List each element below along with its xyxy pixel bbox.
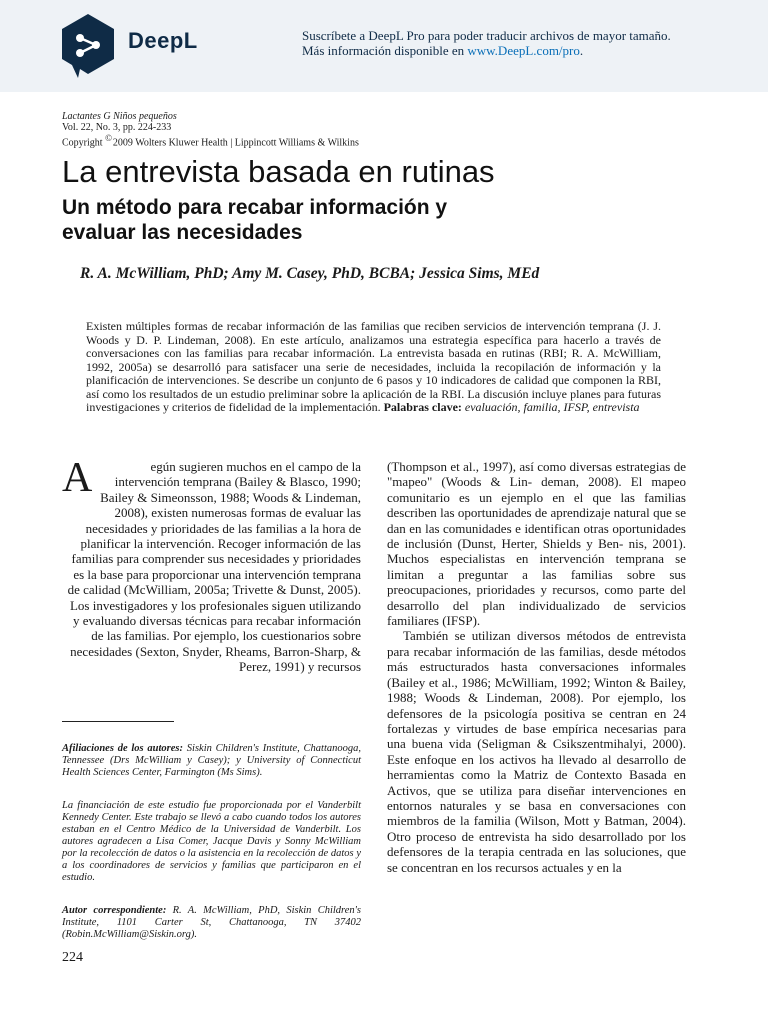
journal-volume: Vol. 22, No. 3, pp. 224-233 (62, 122, 172, 133)
keywords-label: Palabras clave: (383, 400, 462, 414)
journal-info (62, 111, 359, 148)
copyright-text: 2009 Wolters Kluwer Health | Lippincott Williams & Wilkins (112, 137, 359, 149)
copyright-label: Copyright (62, 137, 103, 149)
deepl-logo-icon[interactable] (58, 12, 118, 78)
article-authors: R. A. McWilliam, PhD; Amy M. Casey, PhD, BCBA; Jessica Sims, MEd (80, 265, 540, 282)
drop-cap: A (62, 455, 93, 501)
footnote-funding: La financiación de este estudio fue proporcionada por el Vanderbilt Kennedy Center. Este trabajo se llevó a cabo cuando todos los autores estaban en el Centro Médico de la Universidad de Vanderbilt. Los autores agradecen a Lisa Comer, Jacque Davis y Sonny McWilliam por la recolección de datos o la asistencia en la recolección de datos y a los coordinadores de servicios y familias que participaron en el estudio. (62, 800, 361, 883)
keywords-list: evaluación, familia, IFSP, entrevista (464, 400, 640, 414)
article-title: La entrevista basada en rutinas (62, 154, 495, 189)
footnote-affiliations (62, 743, 361, 779)
article-abstract (86, 320, 661, 415)
footnote-corresponding-author (62, 905, 361, 941)
upsell-line-2 (302, 43, 671, 58)
journal-copyright (62, 133, 359, 148)
journal-title: Lactantes G Niños pequeños (62, 111, 177, 122)
corresponding-text: R. A. McWilliam, PhD, Siskin Children's Institute, 1101 Carter St, Chattanooga, TN 37402 (Robin.McWilliam@Siskin.org). (62, 905, 361, 940)
body-column-right (387, 459, 686, 875)
right-column-paragraph-2: También se utilizan diversos métodos de entrevista para recabar información de las familias, desde métodos más estructurados hasta conversaciones informales (Bailey et al., 1986; McWilliam, 1992; Winton & Bailey, 1988; Woods & Lindeman, 2008). Por ejemplo, los defensores de la psicología positiva se centran en 24 fortalezas y virtudes de base empírica necesarias para una buena vida (Seligman & Csikszentmihalyi, 2000). Este enfoque en los activos ha llevado al desarrollo de herramientas como la Matriz de Contexto Basada en Activos, que se utiliza para diseñar intervenciones en entornos naturales y se basa en conversaciones con miembros de la familia (Wilson, Mott y Batman, 2004). Otro proceso de entrevista ha sido desarrollado por los defensores de la terapia centrada en las soluciones, que se concentran en los recursos actuales y en la (387, 628, 686, 875)
footnote-divider (62, 721, 174, 722)
corresponding-label: Autor correspondiente: (62, 905, 167, 916)
right-column-paragraph-1: (Thompson et al., 1997), así como diversas estrategias de "mapeo" (Woods & Lin- deman, 2008). El mapeo comunitario es un ejemplo en el que las familias describen las oportunidades de aprendizaje natural que se dan en las comunidades e identifican otras oportunidades de inclusión (Dunst, Herter, Shields y Ben- nis, 2001). Muchos especialistas en intervención temprana se limitan a preguntar a las familias sobre sus preocupaciones, prioridades y recursos, como parte del desarrollo del plan individualizado de servicios familiares (IFSP). (387, 459, 686, 629)
pro-upsell-message (302, 28, 671, 58)
article-subtitle: Un método para recabar información y evaluar las necesidades (62, 196, 448, 244)
left-column-text: egún sugieren muchos en el campo de la intervención temprana (Bailey & Blasco, 1990; Bailey & Simeonsson, 1988; Woods & Lindeman, 2008), existen numerosas formas de evaluar las necesidades y prioridades de las familias a la hora de planificar la intervención. Recoger información de las familias para comprender sus necesidades y prioridades es la base para proporcionar una intervención temprana de calidad (McWilliam, 2005a; Trivette & Dunst, 2005). Los investigadores y los profesionales siguen utilizando y evaluando diversas técnicas para recabar información de las familias. Por ejemplo, los cuestionarios sobre necesidades (Sexton, Snyder, Rheams, Barron-Sharp, & Perez, 1991) y recursos (67, 459, 361, 675)
affiliations-label: Afiliaciones de los autores: (62, 743, 184, 754)
deepl-banner (0, 0, 768, 92)
page-number: 224 (62, 950, 83, 965)
affiliations-text: Siskin Children's Institute, Chattanooga, Tennessee (Drs McWilliam y Casey); y University of Connecticut Health Sciences Center, Farmington (Ms Sims). (62, 743, 361, 778)
upsell-line-2-suffix: . (579, 43, 584, 58)
upsell-line-2-text: Más información disponible en (302, 43, 468, 58)
abstract-text: Existen múltiples formas de recabar información de las familias que reciben servicios de intervención temprana (J. J. Woods y D. P. Lindeman, 2008). En este artículo, analizamos una estrategia específica para hacerlo a través de conversaciones con las familias para recabar información. La entrevista basada en rutinas (RBI; R. A. McWilliam, 1992, 2005a) se desarrolló para satisfacer una serie de necesidades, incluida la recopilación de información y la planificación de intervenciones. Se describe un conjunto de 6 pasos y 10 indicadores de calidad que componen la RBI, así como los resultados de un estudio preliminar sobre la aplicación de la RBI. La discusión incluye planes para futuras investigaciones y criterios de fidelidad de la implementación. (86, 319, 661, 414)
copyright-symbol: © (105, 133, 112, 143)
deepl-pro-link[interactable]: www.DeepL.com/pro (467, 43, 580, 58)
upsell-line-1: Suscríbete a DeepL Pro para poder traducir archivos de mayor tamaño. (302, 28, 671, 43)
deepl-logo-text[interactable]: DeepL (128, 28, 198, 53)
body-column-left (62, 455, 361, 675)
